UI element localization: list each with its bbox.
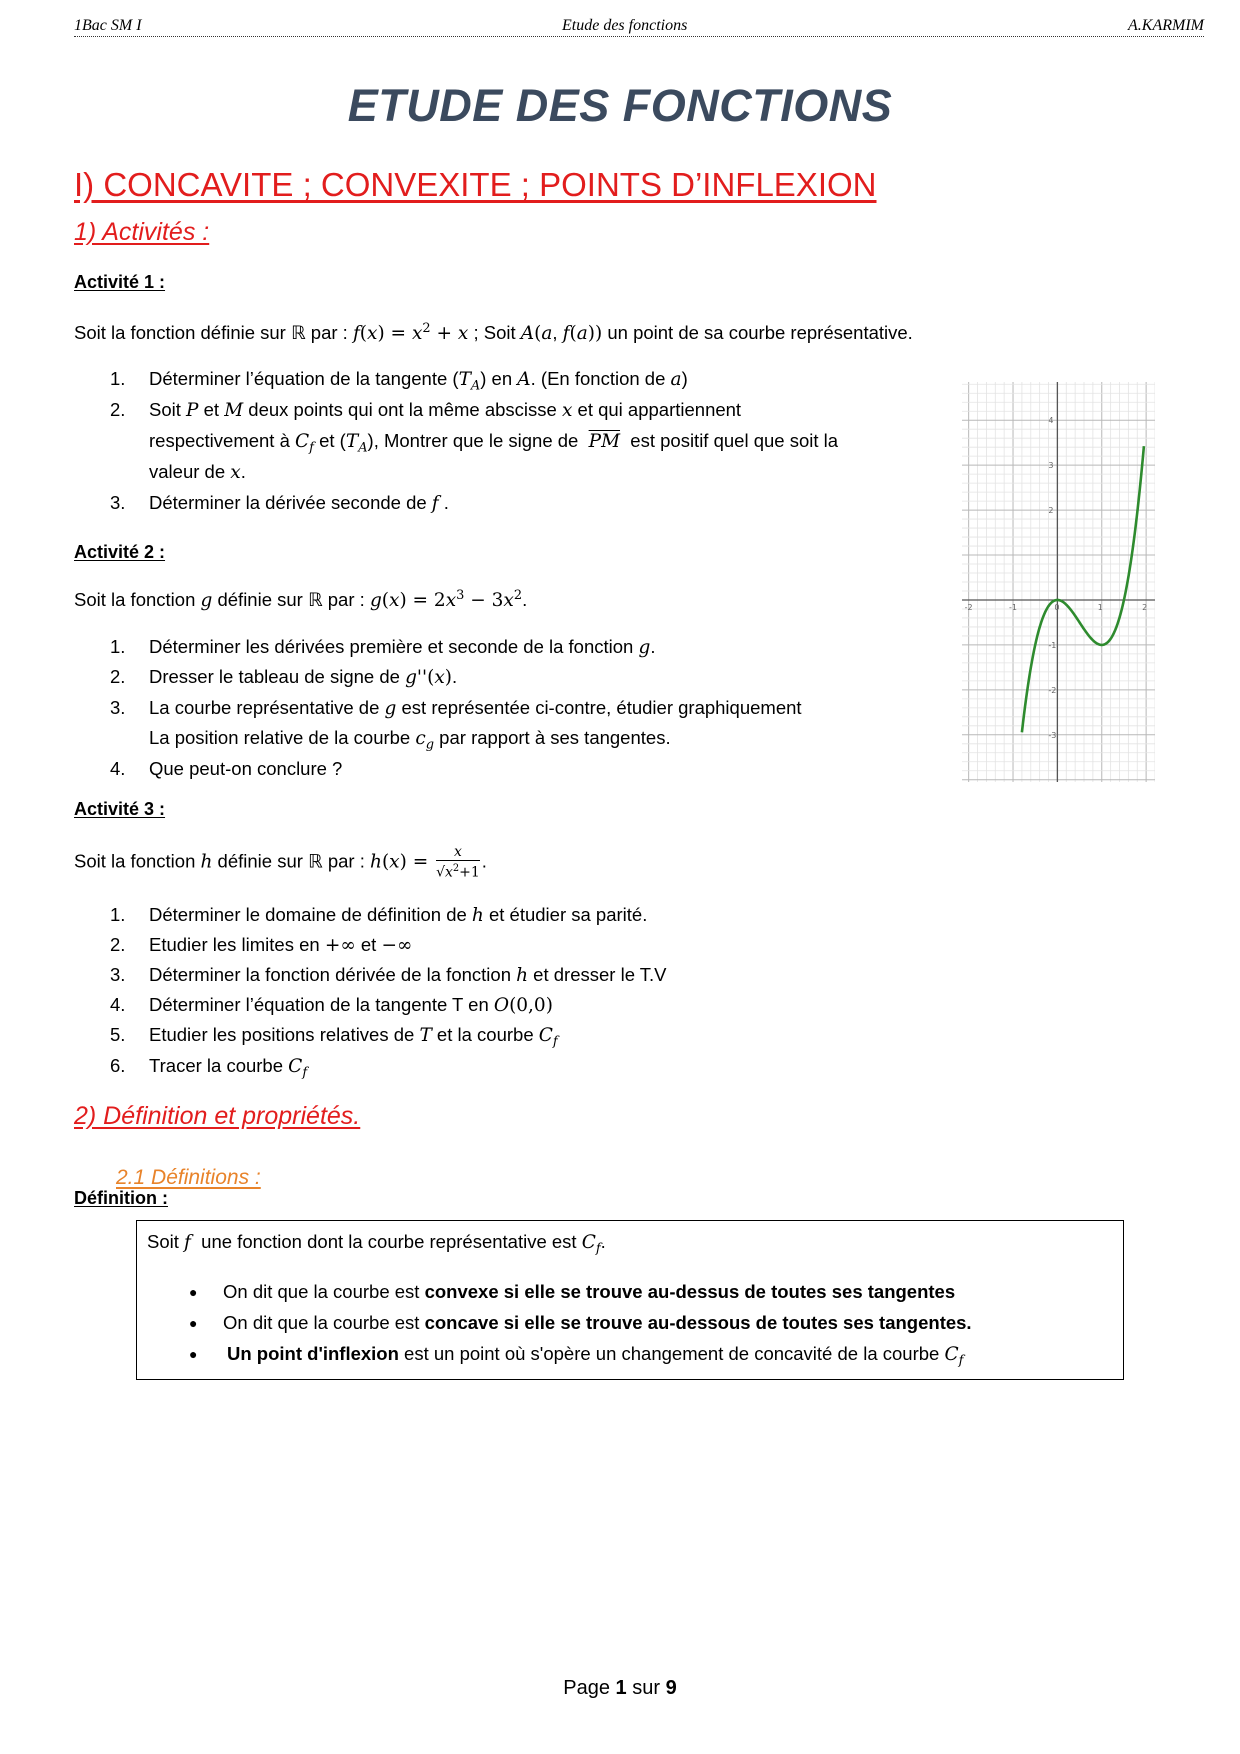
subsubsection-definitions: 2.1 Définitions : <box>116 1166 261 1189</box>
y-tick-label: 2 <box>1048 506 1054 516</box>
definition-bullet: ● On dit que la courbe est concave si elle se trouve au-dessous de toutes ses tangentes. <box>189 1312 972 1333</box>
list-item-continuation: valeur de x. <box>149 461 246 483</box>
list-item: 1. Déterminer l’équation de la tangente $(T_A)$ en A. (En fonction de a) <box>110 368 688 394</box>
x-tick-label: -2 <box>964 602 973 612</box>
header-left: 1Bac SM I <box>74 17 142 34</box>
definition-box <box>136 1220 1124 1380</box>
definition-label: Définition : <box>74 1188 168 1208</box>
section-title: I) CONCAVITE ; CONVEXITE ; POINTS D’INFLEXION <box>74 166 877 203</box>
definition-bullet: ● On dit que la courbe est convexe si elle se trouve au-dessus de toutes ses tangentes <box>189 1281 956 1302</box>
cubic-function-graph <box>962 382 1155 782</box>
activite2-intro: Soit la fonction g définie sur ℝ par : $g(x) = 2x^3 - 3x^2$. <box>74 588 528 612</box>
page-footer: Page 1 sur 9 <box>563 1677 677 1699</box>
list-item: 1. Déterminer les dérivées première et seconde de la fonction g. <box>110 636 656 658</box>
y-tick-label: -3 <box>1048 730 1057 740</box>
x-tick-label: 0 <box>1054 602 1060 612</box>
subsection-activites: 1) Activités : <box>74 218 210 246</box>
list-item: 4. Que peut-on conclure ? <box>110 758 343 779</box>
list-item: 1. Déterminer le domaine de définition de h et étudier sa parité. <box>110 904 648 926</box>
graph-grid <box>962 382 1155 782</box>
y-tick-label: -2 <box>1048 685 1057 695</box>
x-tick-label: 1 <box>1097 602 1103 612</box>
y-tick-label: 4 <box>1048 416 1054 426</box>
page-title: ETUDE DES FONCTIONS <box>347 80 893 131</box>
activite2-label: Activité 2 : <box>74 542 166 562</box>
list-item-continuation: La position relative de la courbe $c_g$ par rapport à ses tangentes. <box>149 727 671 753</box>
header-center: Etude des fonctions <box>562 17 688 34</box>
activite1-intro: Soit la fonction définie sur ℝ par : $f(x) = x^2 + x$ ; Soit A(a, f(a)) un point de sa courbe représentative. <box>74 321 913 345</box>
definition-bullet: ● Un point d'inflexion est un point où s'opère un changement de concavité de la courbe $C_f$ <box>189 1343 964 1369</box>
list-item: 3. La courbe représentative de g est représentée ci-contre, étudier graphiquement <box>110 697 802 719</box>
list-item: 2. Soit P et M deux points qui ont la même abscisse x et qui appartiennent <box>110 399 742 421</box>
header-right: A.KARMIM <box>1128 17 1204 34</box>
activite1-label: Activité 1 : <box>74 272 166 292</box>
list-item: 2. Dresser le tableau de signe de g''(x). <box>110 666 458 688</box>
definition-intro: Soit f une fonction dont la courbe représentative est $C_f$. <box>147 1231 606 1257</box>
y-tick-label: -1 <box>1048 640 1057 650</box>
list-item: 3. Déterminer la dérivée seconde de f . <box>110 492 449 514</box>
x-tick-label: 2 <box>1142 602 1148 612</box>
list-item: 2. Etudier les limites en +∞ et −∞ <box>110 934 413 956</box>
subsection-definitions: 2) Définition et propriétés. <box>74 1102 361 1130</box>
x-tick-label: -1 <box>1009 602 1018 612</box>
list-item: 3. Déterminer la fonction dérivée de la fonction h et dresser le T.V <box>110 964 667 986</box>
activite3-label: Activité 3 : <box>74 799 166 819</box>
y-tick-label: 3 <box>1048 461 1054 471</box>
list-item: 6. Tracer la courbe $C_f$ <box>110 1055 308 1081</box>
list-item: 4. Déterminer l’équation de la tangente T en O(0,0) <box>110 994 553 1016</box>
list-item: 5. Etudier les positions relatives de T et la courbe $C_f$ <box>110 1024 558 1050</box>
activite3-intro: Soit la fonction h définie sur ℝ par : h(x) = $\frac{x}{√x^2+1}$ . <box>74 844 487 881</box>
running-header <box>74 16 1204 37</box>
list-item-continuation: respectivement à $C_f$ et $(T_A)$, Montrer que le signe de $\overline{PM}$ est positif quel que soit la <box>149 430 839 456</box>
